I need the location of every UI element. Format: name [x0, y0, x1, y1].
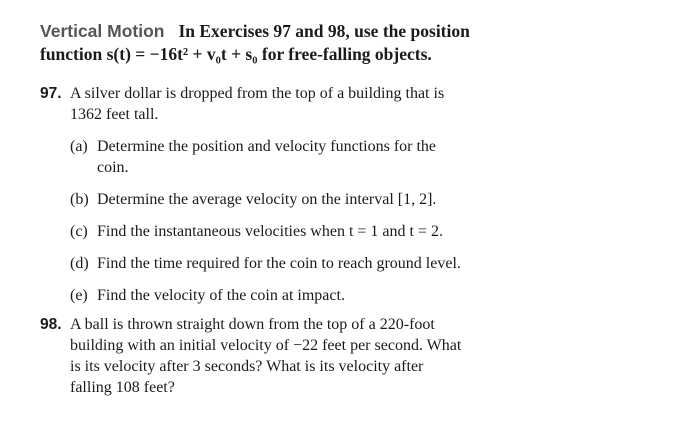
exercise-97-part-e [70, 285, 530, 306]
exercise-number: 98. [40, 316, 62, 333]
part-label: (e) [70, 287, 88, 304]
exercise-97 [40, 83, 530, 125]
section-heading [40, 20, 540, 66]
part-text-line-2: coin. [97, 159, 129, 176]
intro-line-1: In Exercises 97 and 98, use the position [178, 21, 470, 41]
part-text: Find the instantaneous velocities when t = 1 and t = 2. [97, 223, 443, 240]
exercise-97-part-a [70, 136, 530, 178]
exercise-text [70, 314, 530, 398]
part-text: Determine the average velocity on the interval [1, 2]. [97, 191, 437, 208]
exercise-97-part-c [70, 221, 530, 242]
exercise-text-line-3: is its velocity after 3 seconds? What is its velocity after [70, 358, 424, 375]
part-label: (b) [70, 191, 89, 208]
part-label: (d) [70, 255, 89, 272]
exercise-97-part-d [70, 253, 530, 274]
exercise-98 [40, 314, 530, 398]
part-label: (a) [70, 138, 88, 155]
heading-line-1 [40, 20, 540, 43]
exercise-text-line-2: 1362 feet tall. [70, 106, 159, 123]
part-text-line-1: Determine the position and velocity functions for the [97, 138, 437, 155]
exercise-text [70, 83, 530, 125]
exercise-text-line-1: A silver dollar is dropped from the top of a building that is [70, 85, 445, 102]
intro-line-2: function s(t) = −16t² + v₀t + s₀ for free-falling objects. [40, 44, 432, 64]
topic-title: Vertical Motion [40, 21, 165, 41]
part-text: Find the time required for the coin to reach ground level. [97, 255, 461, 272]
exercise-number: 97. [40, 85, 62, 102]
exercise-text-line-2: building with an initial velocity of −22 feet per second. What [70, 337, 462, 354]
exercise-97-part-b [70, 189, 530, 210]
exercise-text-line-4: falling 108 feet? [70, 379, 175, 396]
exercise-text-line-1: A ball is thrown straight down from the top of a 220-foot [70, 316, 435, 333]
part-label: (c) [70, 223, 88, 240]
part-text: Find the velocity of the coin at impact. [97, 287, 345, 304]
